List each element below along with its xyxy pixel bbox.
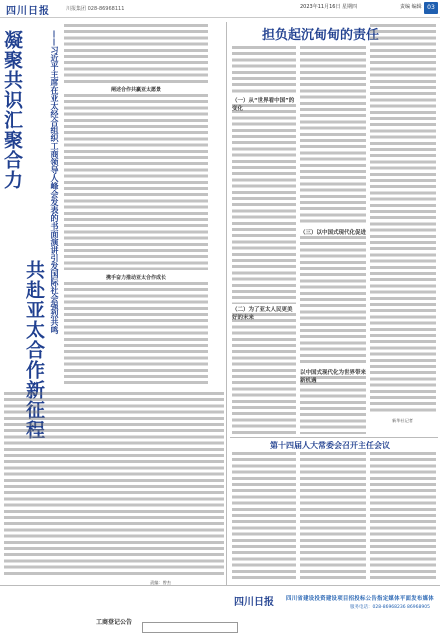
lead-body-top: [64, 24, 208, 84]
masthead-editor: 责编 编辑: [400, 4, 422, 10]
footer-notice-box: [142, 622, 238, 633]
masthead-info: 川报集团 028-86968111: [66, 6, 125, 12]
right-col1-c: [232, 313, 296, 435]
right-col2-a: [300, 46, 366, 226]
right-col2-b: [300, 236, 366, 366]
footer-divider: [0, 585, 440, 586]
lead-editor: 责编：曾杰: [150, 580, 171, 585]
footer-ad-title: 四川省建设投资建设项目招投标公告指定媒体平面发布媒体: [286, 596, 434, 602]
right-col3: [370, 24, 436, 414]
right-byline: 新华社记者: [392, 418, 413, 423]
right-col1-a: [232, 46, 296, 94]
column-divider: [226, 22, 227, 586]
lead-body-bottom: [64, 282, 208, 386]
footer-contact: 服务电话：028-86968236 86968905: [350, 605, 430, 610]
right-subhead-1: （一）从“世界看中国”的变化: [232, 98, 295, 112]
lead-section-head-2: 携手奋力推动亚太合作成长: [105, 275, 166, 281]
right-col2-c: [300, 376, 366, 434]
lead-body-mid: [64, 94, 208, 270]
right-subhead-4: 以中国式现代化为世界带来新机遇: [300, 370, 367, 384]
right-subhead-2: （二）为了亚太人民更美好的未来: [232, 307, 293, 321]
lead-title-line2: 共赴亚太合作新征程: [23, 260, 45, 440]
lead-subtitle: ——习近平主席在亚太经合组织工商领导人峰会发表的书面演讲引发国际社会强烈共鸣: [50, 30, 59, 334]
right-subhead-3: （三）以中国式现代化促进: [300, 230, 367, 236]
lead-title-line1: 凝聚共识汇聚合力: [1, 30, 23, 190]
right-article-title: 担负起沉甸甸的责任: [262, 28, 380, 43]
lead-section-head-1: 阐述合作共赢亚太愿景: [110, 87, 161, 93]
second-article-title: 第十四届人大常委会召开主任会议: [270, 441, 390, 450]
lead-body-wide: [4, 392, 224, 578]
section-divider: [230, 437, 438, 438]
right-col1-b: [232, 104, 296, 304]
footer-notice-title: 工商登记公告: [96, 619, 133, 626]
masthead-date: 2023年11月16日 星期四: [300, 4, 358, 10]
page-number-badge: 03: [424, 2, 438, 14]
second-col3: [370, 452, 436, 582]
newspaper-logo: 四川日报: [6, 6, 50, 17]
second-col1: [232, 452, 296, 582]
second-col2: [300, 452, 366, 582]
footer-brand: 四川日报: [234, 597, 274, 608]
